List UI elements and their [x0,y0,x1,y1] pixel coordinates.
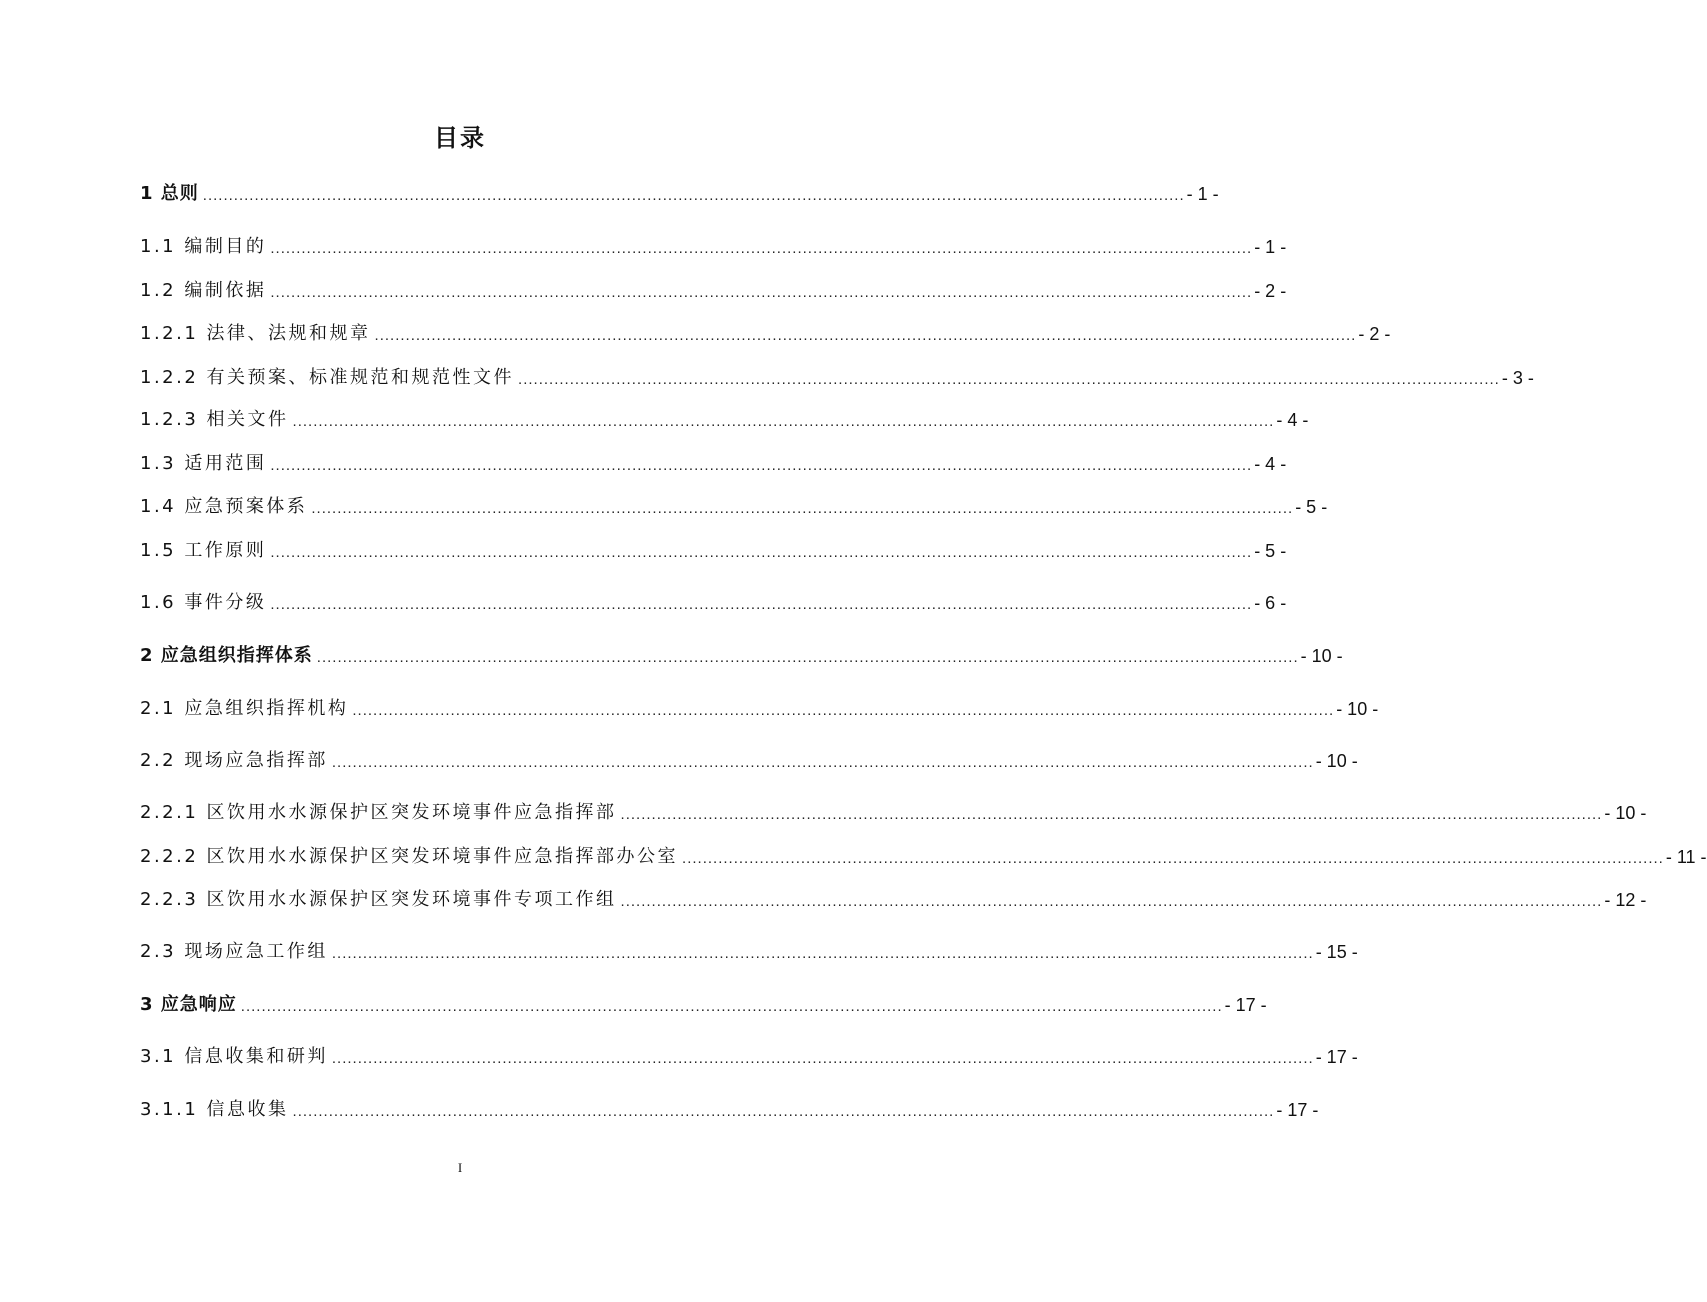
toc-entry[interactable] [140,364,1534,392]
toc-entry-page: - 17 - [1315,1047,1358,1067]
toc-entry-label: 3.1.1 信息收集 [140,1099,289,1120]
toc-entry[interactable] [140,320,1391,348]
toc-dot-leader: .............................................................................................................................................................................................. [292,1103,1275,1120]
toc-dot-leader: .............................................................................................................................................................................................. [331,945,1314,962]
toc-entry[interactable] [140,233,1287,261]
toc-entry-page: - 17 - [1276,1100,1319,1120]
toc-entry-label: 1.2.1 法律、法规和规章 [140,323,371,344]
toc-dot-leader: .............................................................................................................................................................................................. [682,850,1664,867]
toc-entry-page: - 10 - [1604,803,1647,823]
toc-dot-leader: .............................................................................................................................................................................................. [202,187,1185,204]
toc-dot-leader: .............................................................................................................................................................................................. [292,413,1275,430]
toc-dot-leader: .............................................................................................................................................................................................. [270,544,1253,561]
toc-entry-label: 1.6 事件分级 [140,592,267,613]
toc-entry-label: 1.4 应急预案体系 [140,496,308,517]
toc-entry-page: - 4 - [1254,454,1287,474]
toc-entry[interactable] [140,1096,1319,1124]
toc-dot-leader: .............................................................................................................................................................................................. [240,998,1223,1015]
toc-entry-page: - 5 - [1295,497,1328,517]
toc-entry-label: 1.2 编制依据 [140,280,267,301]
toc-dot-leader: .............................................................................................................................................................................................. [311,500,1294,517]
toc-entry[interactable] [140,180,1219,208]
toc-entry[interactable] [140,799,1647,827]
toc-entry-label: 2.1 应急组织指挥机构 [140,698,349,719]
toc-entry-label: 1.1 编制目的 [140,236,267,257]
toc-entry[interactable] [140,642,1343,670]
toc-entry[interactable] [140,493,1328,521]
toc-entry[interactable] [140,843,1707,871]
toc-entry-page: - 17 - [1224,995,1267,1015]
toc-entry[interactable] [140,406,1309,434]
toc-entry[interactable] [140,1043,1358,1071]
toc-entry-page: - 10 - [1300,646,1343,666]
toc-dot-leader: .............................................................................................................................................................................................. [270,457,1253,474]
toc-entry-page: - 15 - [1315,942,1358,962]
toc-dot-leader: .............................................................................................................................................................................................. [620,893,1603,910]
toc-entry-page: - 11 - [1665,847,1707,867]
toc-entry-page: - 3 - [1501,368,1534,388]
toc-entry-page: - 6 - [1254,593,1287,613]
toc-dot-leader: .............................................................................................................................................................................................. [352,702,1335,719]
toc-dot-leader: .............................................................................................................................................................................................. [331,754,1314,771]
toc-entry[interactable] [140,589,1287,617]
toc-dot-leader: .............................................................................................................................................................................................. [270,284,1253,301]
toc-entry-label: 2.3 现场应急工作组 [140,941,328,962]
toc-entry-page: - 2 - [1358,324,1391,344]
toc-entry-page: - 2 - [1254,281,1287,301]
toc-entry[interactable] [140,991,1267,1019]
toc-entry-label: 2.2.3 区饮用水水源保护区突发环境事件专项工作组 [140,889,617,910]
toc-entry-label: 1 总则 [140,183,199,204]
toc-entry-label: 2.2 现场应急指挥部 [140,750,328,771]
toc-entry-label: 1.5 工作原则 [140,540,267,561]
toc-entry-page: - 12 - [1604,890,1647,910]
toc-entry[interactable] [140,537,1287,565]
toc-dot-leader: .............................................................................................................................................................................................. [316,649,1299,666]
toc-entry-page: - 4 - [1276,410,1309,430]
toc-entry[interactable] [140,747,1358,775]
toc-entry-page: - 1 - [1186,184,1219,204]
toc-entry-page: - 10 - [1336,699,1379,719]
toc-dot-leader: .............................................................................................................................................................................................. [331,1050,1314,1067]
toc-entry-label: 2 应急组织指挥体系 [140,645,313,666]
toc-entry[interactable] [140,938,1358,966]
toc-entry-label: 1.3 适用范围 [140,453,267,474]
toc-entry-label: 2.2.1 区饮用水水源保护区突发环境事件应急指挥部 [140,802,617,823]
toc-dot-leader: .............................................................................................................................................................................................. [518,371,1500,388]
toc-dot-leader: .............................................................................................................................................................................................. [270,240,1253,257]
toc-entry-label: 3 应急响应 [140,994,237,1015]
toc-entry-label: 1.2.2 有关预案、标准规范和规范性文件 [140,367,515,388]
toc-entry-page: - 5 - [1254,541,1287,561]
toc-entry-label: 2.2.2 区饮用水水源保护区突发环境事件应急指挥部办公室 [140,846,679,867]
toc-entry-label: 1.2.3 相关文件 [140,409,289,430]
toc-entry[interactable] [140,695,1379,723]
toc-entry[interactable] [140,886,1647,914]
toc-entry-page: - 1 - [1254,237,1287,257]
toc-entry-page: - 10 - [1315,751,1358,771]
toc-entry[interactable] [140,277,1287,305]
toc-entry[interactable] [140,450,1287,478]
page-number: I [457,1160,463,1175]
toc-dot-leader: .............................................................................................................................................................................................. [620,806,1603,823]
toc-title: 目录 [434,124,486,152]
toc-dot-leader: .............................................................................................................................................................................................. [270,596,1253,613]
toc-dot-leader: .............................................................................................................................................................................................. [374,327,1357,344]
toc-entry-label: 3.1 信息收集和研判 [140,1046,328,1067]
